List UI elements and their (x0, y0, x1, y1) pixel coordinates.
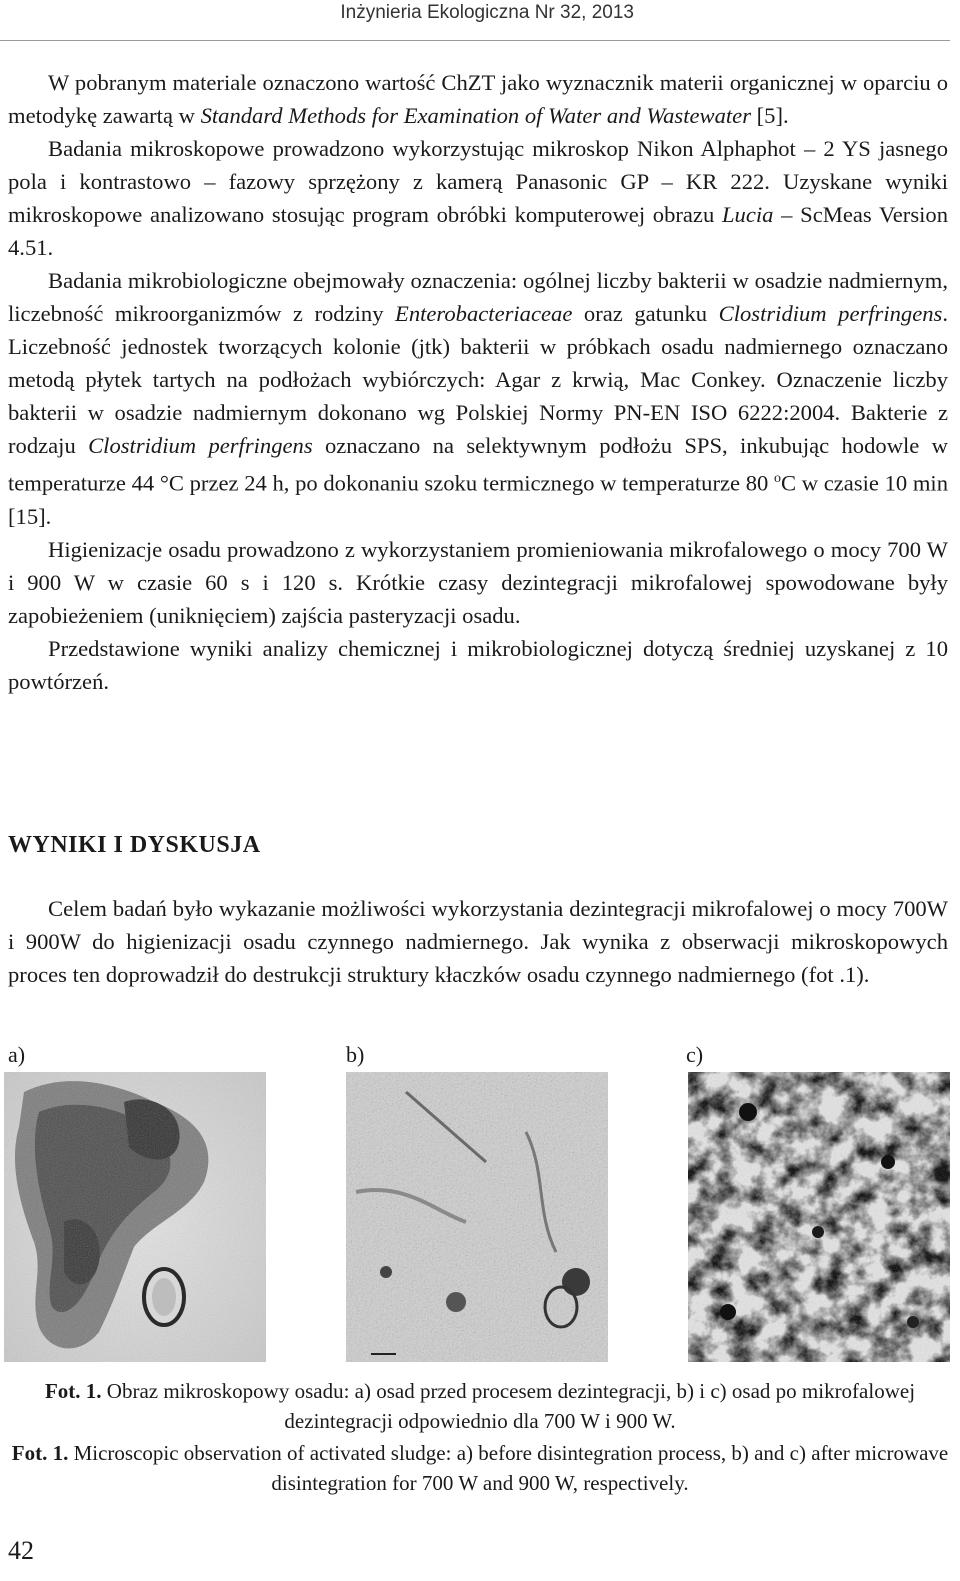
figure-caption-en: Fot. 1. Microscopic observation of activated sludge: a) before disintegration process, b) and c) after microwave disintegration for 700 W and 900 W, respectively. (11, 1441, 949, 1495)
section-heading: WYNIKI I DYSKUSJA (8, 832, 261, 858)
micrograph-a (4, 1072, 266, 1362)
paragraph: Badania mikrobiologiczne obejmowały oznaczenia: ogólnej liczby bakterii w osadzie nadmiernym, liczebność mikroorganizmów z rodziny Enterobacteriaceae oraz gatunku Clostridium perfringens. Liczebność jednostek tworzących kolonie (jtk) bakterii w próbkach osadu nadmiernego oznaczano metodą płytek tartych na podłożach wybiórczych: Agar z krwią, Mac Conkey. Oznaczenie liczby bakterii w osadzie nadmiernym dokonano wg Polskiej Normy PN-EN ISO 6222:2004. Bakterie z rodzaju Clostridium perfringens oznaczano na selektywnym podłożu SPS, inkubując hodowle w temperaturze 44 °C przez 24 h, po dokonaniu szoku termicznego w temperaturze 80 $^o$C w czasie 10 min [15]. (8, 268, 949, 529)
micrograph-c (688, 1072, 950, 1362)
micrograph-b (346, 1072, 608, 1362)
figure-label-a: a) (8, 1042, 26, 1067)
paragraph: Przedstawione wyniki analizy chemicznej i mikrobiologicznej dotyczą średniej uzyskanej z 10 powtórzeń. (8, 635, 948, 694)
page-number: 42 (8, 1536, 34, 1565)
figure-label-b: b) (346, 1042, 365, 1067)
journal-title: Inżynieria Ekologiczna Nr 32, 2013 (340, 2, 634, 23)
page-header (0, 0, 950, 41)
paragraph: W pobranym materiale oznaczono wartość ChZT jako wyznacznik materii organicznej w oparciu o metodykę zawartą w Standard Methods for Examination of Water and Wastewater [5]. (8, 70, 948, 128)
paragraph: Higienizacje osadu prowadzono z wykorzystaniem promieniowania mikrofalowego o mocy 700 W i 900 W w czasie 60 s i 120 s. Krótkie czasy dezintegracji mikrofalowej spowodowane były zapobieżeniem (uniknięciem) zajścia pasteryzacji osadu. (8, 536, 948, 628)
paragraph: Badania mikroskopowe prowadzono wykorzystując mikroskop Nikon Alphaphot – 2 YS jasnego pola i kontrastowo – fazowy sprzężony z kamerą Panasonic GP – KR 222. Uzyskane wyniki mikroskopowe analizowano stosując program obróbki komputerowej obrazu Lucia – ScMeas Version 4.51. (8, 136, 948, 260)
figure-label-c: c) (686, 1042, 704, 1067)
figure-caption-pl: Fot. 1. Obraz mikroskopowy osadu: a) osad przed procesem dezintegracji, b) i c) osad po mikrofalowej dezintegracji odpowiednio dla 700 W i 900 W. (44, 1379, 916, 1433)
methods-text (8, 66, 948, 698)
results-intro: Celem badań było wykazanie możliwości wykorzystania dezintegracji mikrofalowej o mocy 700W i 900W do higienizacji osadu czynnego nadmiernego. Jak wynika z obserwacji mikroskopowych proces ten doprowadził do destrukcji struktury kłaczków osadu czynnego nadmiernego (fot .1). (8, 896, 948, 987)
